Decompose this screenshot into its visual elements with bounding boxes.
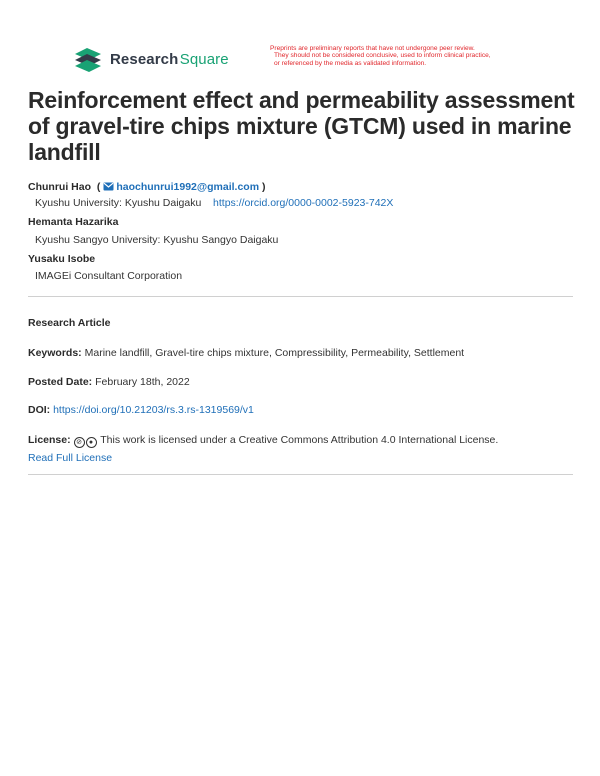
article-type: Research Article	[28, 317, 111, 329]
author-1-email-link[interactable]: haochunrui1992@gmail.com	[116, 181, 260, 193]
by-icon: ●	[86, 437, 97, 448]
keywords-line	[28, 346, 464, 360]
author-3-affiliation: IMAGEi Consultant Corporation	[35, 270, 183, 282]
author-3-line	[28, 252, 95, 266]
author-1-affiliation-line	[35, 196, 393, 210]
doi-link[interactable]: https://doi.org/10.21203/rs.3.rs-1319569/v1	[53, 404, 254, 416]
author-3-name: Yusaku Isobe	[28, 253, 96, 265]
disclaimer-line-2: They should not be considered conclusive, used to inform clinical practice,	[274, 52, 491, 60]
logo-wordmark	[110, 47, 229, 73]
author-2-line	[28, 215, 118, 229]
article-type-line	[28, 316, 111, 330]
doi-line	[28, 403, 254, 417]
license-link-line	[28, 451, 112, 465]
license-text: This work is licensed under a Creative Commons Attribution 4.0 International License.	[100, 434, 499, 446]
author-1-line	[28, 180, 265, 194]
disclaimer-line-3: or referenced by the media as validated information.	[274, 59, 427, 67]
license-line	[28, 433, 498, 448]
author-2-name: Hemanta Hazarika	[28, 216, 119, 228]
license-label: License:	[28, 434, 71, 446]
preprint-disclaimer	[266, 45, 548, 67]
disclaimer-line-1: Preprints are preliminary reports that have not undergone peer review.	[270, 45, 475, 52]
email-open-paren: (	[93, 181, 101, 193]
envelope-icon	[103, 182, 114, 191]
paper-title: Reinforcement effect and permeability assessment of gravel-tire chips mixture (GTCM) used in marine landfill	[28, 87, 575, 165]
research-square-logo-icon	[73, 48, 103, 72]
keywords-label: Keywords:	[28, 347, 82, 359]
logo-text-research: Research	[110, 51, 179, 68]
author-2-affiliation: Kyushu Sangyo University: Kyushu Sangyo Daigaku	[35, 234, 279, 246]
read-full-license-link[interactable]: Read Full License	[28, 452, 113, 464]
divider-bottom	[28, 474, 573, 475]
author-3-affiliation-line	[35, 269, 182, 283]
divider-top	[28, 296, 573, 297]
author-1-affiliation: Kyushu University: Kyushu Daigaku	[35, 197, 202, 209]
logo-text-square: Square	[179, 51, 229, 68]
research-square-logo[interactable]	[73, 47, 229, 73]
doi-label: DOI:	[28, 404, 51, 416]
posted-date-line	[28, 375, 190, 389]
author-1-name: Chunrui Hao	[28, 181, 91, 193]
author-1-orcid-link[interactable]: https://orcid.org/0000-0002-5923-742X	[213, 197, 394, 209]
posted-date-value: February 18th, 2022	[95, 376, 190, 388]
posted-date-label: Posted Date:	[28, 376, 93, 388]
email-close-paren: )	[259, 181, 266, 193]
author-2-affiliation-line	[35, 233, 278, 247]
keywords-value: Marine landfill, Gravel-tire chips mixture, Compressibility, Permeability, Settlement	[84, 347, 465, 359]
cc-icon: ⊘	[74, 437, 85, 448]
